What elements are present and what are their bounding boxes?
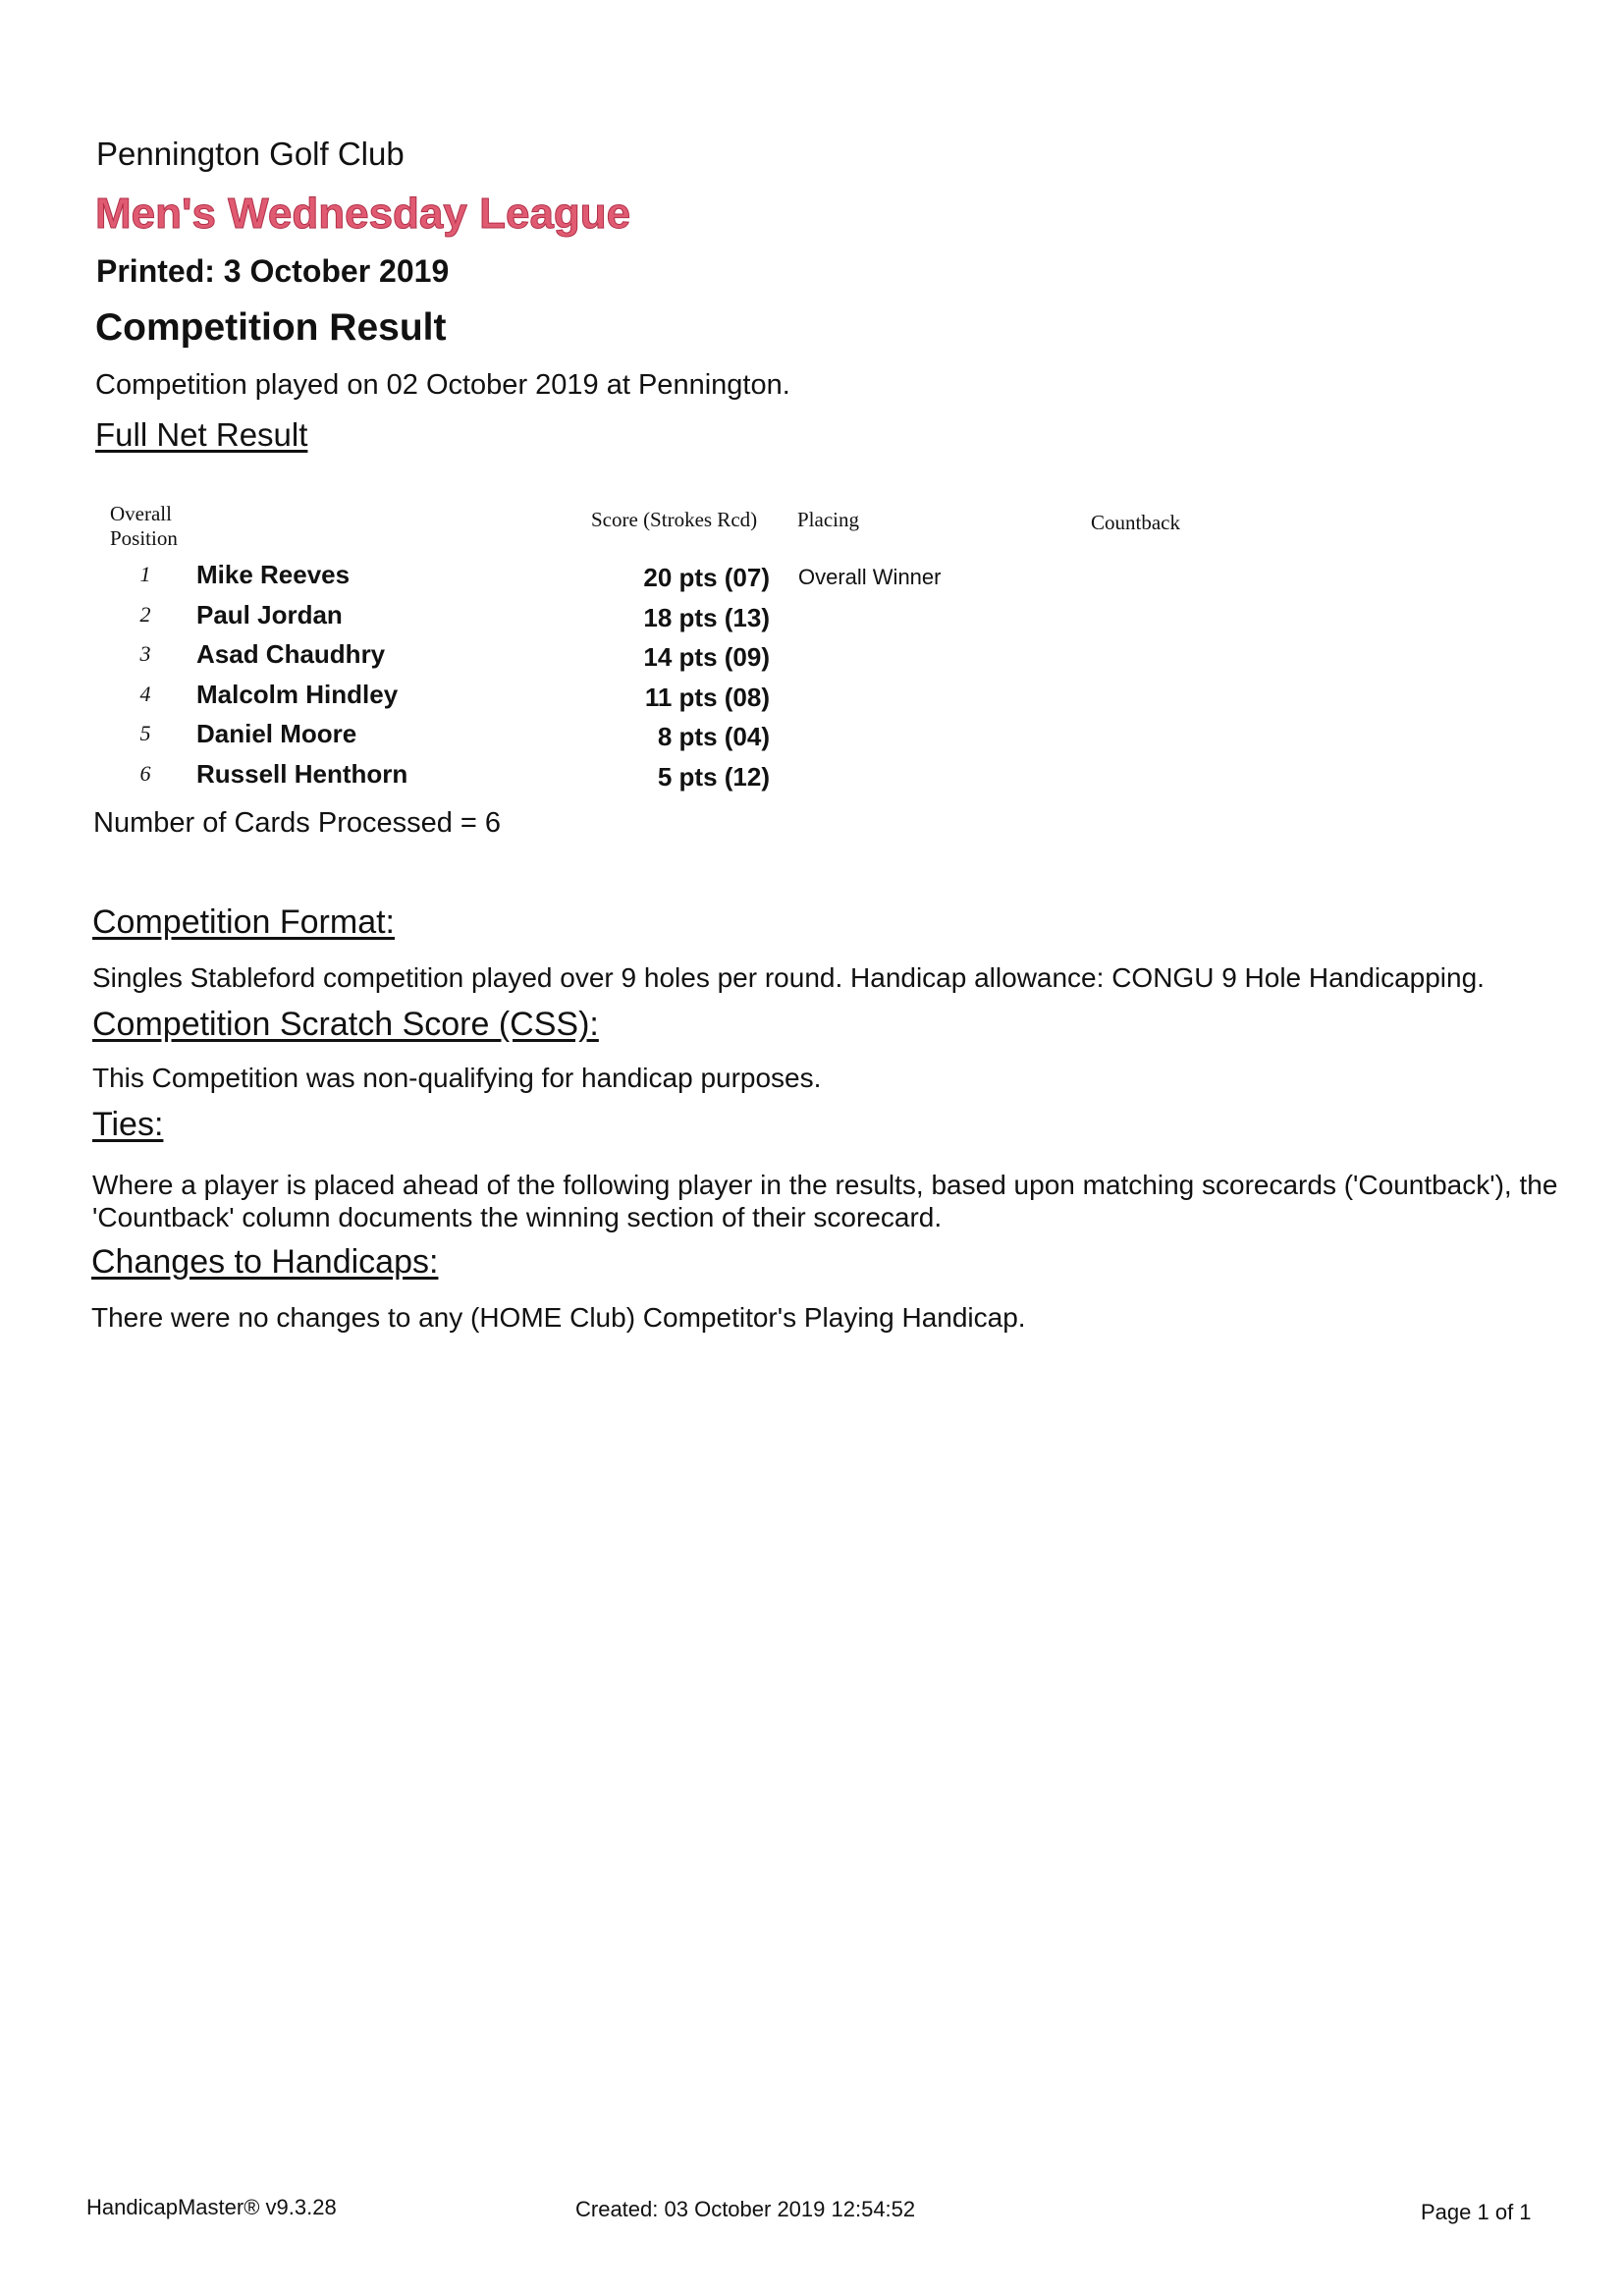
printed-date: Printed: 3 October 2019 xyxy=(96,253,450,289)
row-position: 1 xyxy=(139,562,151,586)
table-row xyxy=(0,680,1624,720)
row-score: 8 pts (04) xyxy=(657,722,770,751)
column-header-position: Overall Position xyxy=(110,502,178,550)
css-heading: Competition Scratch Score (CSS): xyxy=(92,1006,599,1043)
row-position: 5 xyxy=(139,721,151,745)
format-heading: Competition Format: xyxy=(92,903,395,941)
column-header-score: Score (Strokes Rcd) xyxy=(591,508,758,531)
row-score: 20 pts (07) xyxy=(643,563,770,592)
results-subtitle: Full Net Result xyxy=(95,416,308,453)
row-position: 3 xyxy=(139,641,151,666)
footer-created: Created: 03 October 2019 12:54:52 xyxy=(575,2197,916,2221)
css-text: This Competition was non-qualifying for handicap purposes. xyxy=(92,1063,822,1093)
table-row xyxy=(0,719,1624,759)
ties-heading: Ties: xyxy=(92,1106,164,1143)
row-score: 18 pts (13) xyxy=(643,602,770,632)
cards-processed: Number of Cards Processed = 6 xyxy=(93,807,502,839)
table-row xyxy=(0,560,1624,600)
row-player-name: Mike Reeves xyxy=(196,560,351,589)
footer-page-number: Page 1 of 1 xyxy=(1421,2200,1532,2224)
club-name: Pennington Golf Club xyxy=(96,136,405,172)
table-row xyxy=(0,639,1624,680)
row-player-name: Daniel Moore xyxy=(196,719,357,748)
table-row xyxy=(0,759,1624,799)
played-on-text: Competition played on 02 October 2019 at Pennington. xyxy=(95,369,790,401)
column-header-placing: Placing xyxy=(797,508,859,531)
ties-text: Where a player is placed ahead of the following player in the results, based upon matching scorecards ('Countback'), the 'Countback' column documents the winning section of their scorecard. xyxy=(92,1170,1558,1232)
handicap-changes-text: There were no changes to any (HOME Club) Competitor's Playing Handicap. xyxy=(91,1302,1026,1333)
format-text: Singles Stableford competition played over 9 holes per round. Handicap allowance: CONGU 9 Hole Handicapping. xyxy=(92,962,1485,993)
footer-software: HandicapMaster® v9.3.28 xyxy=(86,2195,337,2219)
row-player-name: Malcolm Hindley xyxy=(196,679,399,709)
page-title: Competition Result xyxy=(95,306,447,349)
row-position: 6 xyxy=(139,760,151,786)
row-score: 11 pts (08) xyxy=(644,682,770,712)
handicap-changes-heading: Changes to Handicaps: xyxy=(91,1243,439,1281)
row-player-name: Russell Henthorn xyxy=(196,758,408,789)
league-title: Men's Wednesday League xyxy=(95,190,631,238)
row-score: 5 pts (12) xyxy=(657,761,770,792)
row-player-name: Paul Jordan xyxy=(196,599,343,629)
row-position: 4 xyxy=(139,681,151,706)
column-header-countback: Countback xyxy=(1091,511,1180,534)
table-row xyxy=(0,600,1624,640)
row-position: 2 xyxy=(139,601,151,627)
row-score: 14 pts (09) xyxy=(643,642,770,672)
row-placing: Overall Winner xyxy=(798,565,942,589)
results-table xyxy=(0,560,1624,798)
row-player-name: Asad Chaudhry xyxy=(196,639,386,669)
